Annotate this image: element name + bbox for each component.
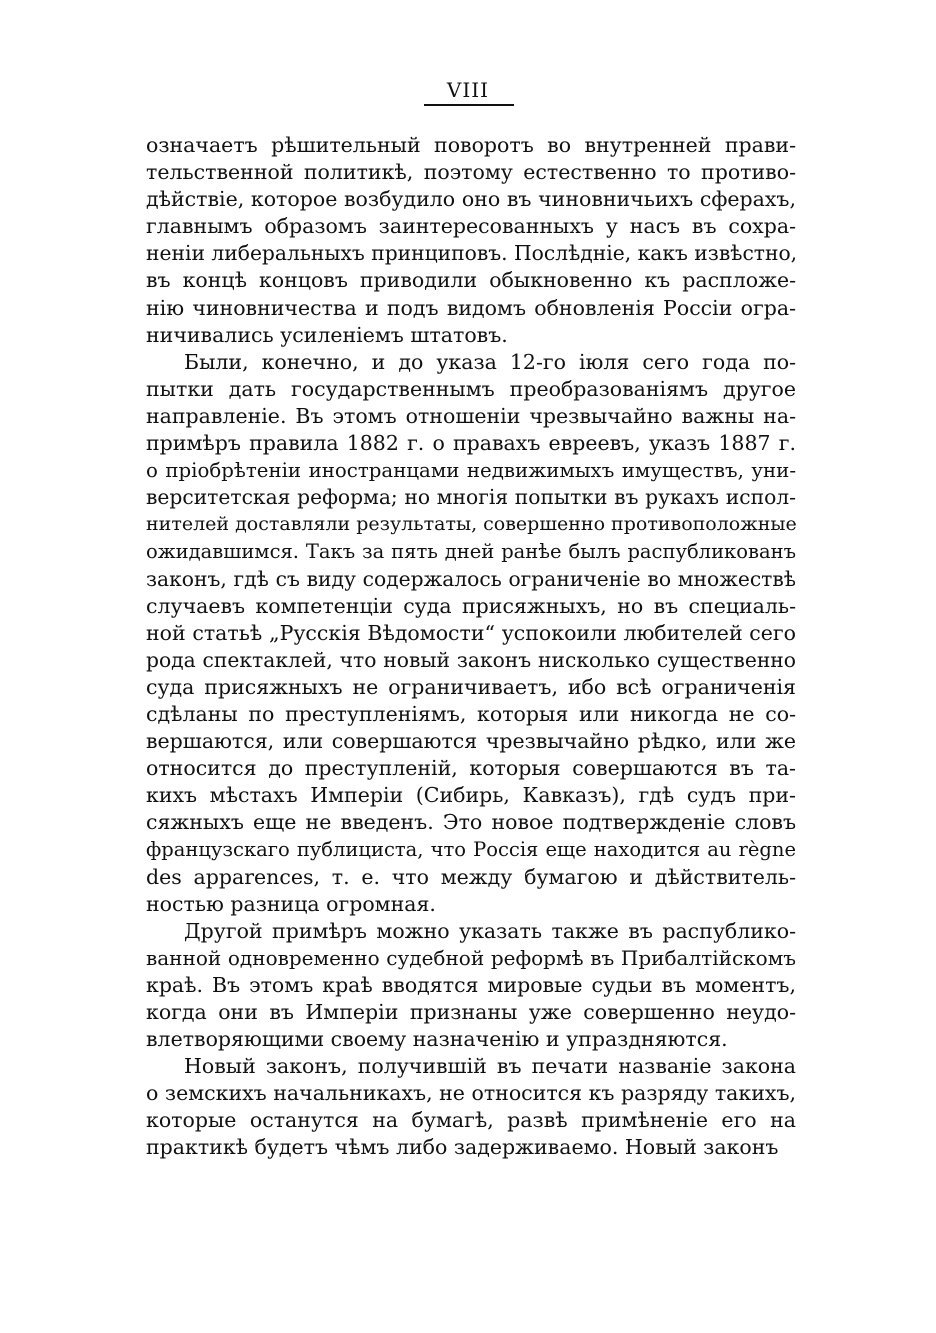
text-line: краѣ. Въ этомъ краѣ вводятся мировые судьи въ моментъ,	[146, 972, 796, 997]
text-line: въ концѣ концовъ приводили обыкновенно къ распложе-	[146, 268, 796, 293]
text-line: des apparences, т. е. что между бумагою и дѣйствитель-	[146, 864, 796, 889]
text-line: рода спектаклей, что новый законъ нисколько существенно	[146, 647, 796, 672]
text-line: главнымъ образомъ заинтересованныхъ у насъ въ сохра-	[146, 214, 796, 239]
text-line: о земскихъ начальникахъ, не относится къ разряду такихъ,	[146, 1081, 796, 1106]
text-line: кихъ мѣстахъ Имперіи (Сибирь, Кавказъ), гдѣ судъ при-	[146, 783, 796, 808]
text-line: законъ, гдѣ съ виду содержалось ограниченіе во множествѣ	[146, 566, 796, 591]
text-line: означаетъ рѣшительный поворотъ во внутренней прави-	[146, 133, 796, 157]
text-line: Новый законъ, получившій въ печати названіе закона	[184, 1054, 796, 1079]
text-line: когда они въ Имперіи признаны уже совершенно неудо-	[146, 1000, 796, 1024]
text-line: ванной одновременно судебной реформѣ въ Прибалтійскомъ	[146, 945, 796, 970]
text-line: случаевъ компетенціи суда присяжныхъ, но въ специаль-	[146, 593, 796, 618]
page-number: VIII	[446, 78, 490, 102]
header-rule	[424, 104, 514, 106]
text-line: вершаются, или совершаются чрезвычайно рѣдко, или же	[146, 729, 796, 754]
text-line: сяжныхъ еще не введенъ. Это новое подтвержденіе словъ	[146, 810, 796, 835]
text-line: о пріобрѣтеніи иностранцами недвижимыхъ имуществъ, уни-	[146, 459, 796, 483]
text-line: ничивались усиленіемъ штатовъ.	[146, 322, 508, 347]
text-line: влетворяющими своему назначенію и упраздняются.	[146, 1027, 728, 1052]
text-line: суда присяжныхъ не ограничиваетъ, ибо всѣ ограниченія	[146, 674, 796, 699]
text-line: относится до преступленій, которыя совершаются въ та-	[146, 756, 796, 781]
text-line: примѣръ правила 1882 г. о правахъ евреевъ, указъ 1887 г.	[146, 431, 796, 456]
text-line: тельственной политикѣ, поэтому естественно то противо-	[146, 160, 796, 185]
text-line: нію чиновничества и подъ видомъ обновленія Россіи огра-	[146, 295, 796, 320]
text-line: направленіе. Въ этомъ отношеніи чрезвычайно важны на-	[146, 403, 796, 428]
text-line: французскаго публициста, что Россія еще находится au règne	[146, 838, 796, 862]
text-line: Были, конечно, и до указа 12-го іюля сего года по-	[184, 349, 796, 374]
text-line: которые останутся на бумагѣ, развѣ примѣненіе его на	[146, 1108, 796, 1133]
body-text	[146, 132, 796, 1162]
text-line: Другой примѣръ можно указать также въ распублико-	[184, 918, 796, 943]
text-line: сдѣланы по преступленіямъ, которыя или никогда не со-	[146, 701, 796, 726]
text-line: ожидавшимся. Такъ за пять дней ранѣе былъ распубликованъ	[146, 540, 796, 564]
text-line: ной статьѣ „Русскія Вѣдомости“ успокоили любителей сего	[146, 620, 796, 645]
text-line: нителей доставляли результаты, совершенно противоположные	[146, 513, 797, 536]
text-line: ностью разница огромная.	[146, 891, 436, 916]
text-line: практикѣ будетъ чѣмъ либо задерживаемо. Новый законъ	[146, 1135, 779, 1160]
text-line: пытки дать государственнымъ преобразованіямъ другое	[146, 376, 796, 401]
text-line: дѣйствіе, которое возбудило оно въ чиновничьихъ сферахъ,	[146, 187, 796, 212]
text-line: неніи либеральныхъ принциповъ. Послѣдніе, какъ извѣстно,	[146, 241, 798, 266]
text-line: верситетская реформа; но многія попытки въ рукахъ испол-	[146, 485, 796, 510]
